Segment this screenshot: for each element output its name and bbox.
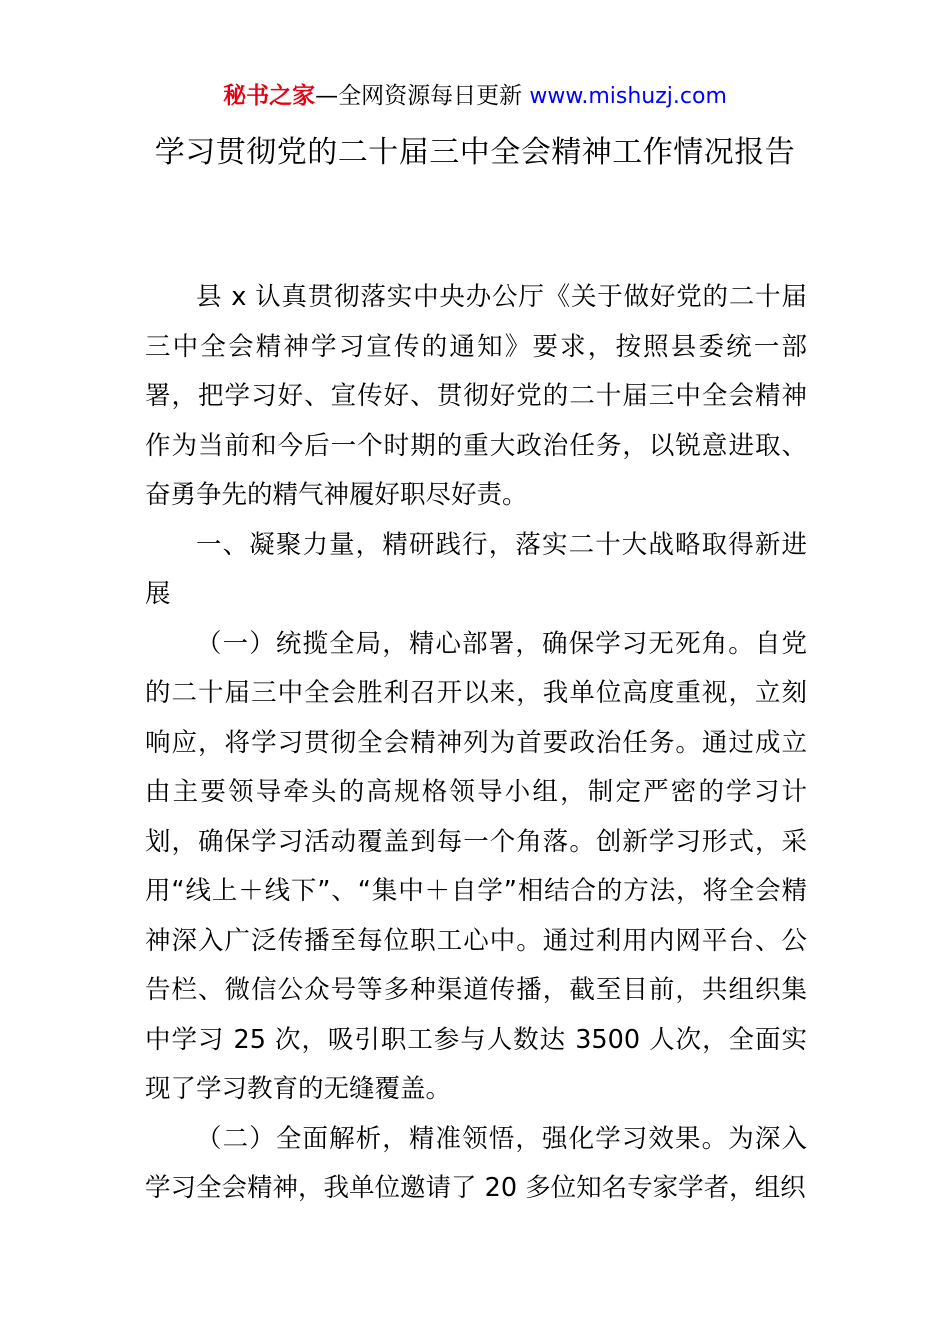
- paragraph-subsection-1: （一）统揽全局，精心部署，确保学习无死角。自党的二十届三中全会胜利召开以来，我单位高度重视，立刻响应，将学习贯彻全会精神列为首要政治任务。通过成立由主要领导牵头的高规格领导小组，制定严密的学习计划，确保学习活动覆盖到每一个角落。创新学习形式，采用“线上＋线下”、“集中＋自学”相结合的方法，将全会精神深入广泛传播至每位职工心中。通过利用内网平台、公告栏、微信公众号等多种渠道传播，截至目前，共组织集中学习 25 次，吸引职工参与人数达 3500 人次，全面实现了学习教育的无缝覆盖。: [145, 628, 807, 1104]
- site-name: 秘书之家: [223, 83, 316, 109]
- section-heading-1: 一、凝聚力量，精研践行，落实二十大战略取得新进展: [145, 529, 807, 609]
- site-url-link[interactable]: www.mishuzj.com: [529, 84, 727, 109]
- paragraph-subsection-2: （二）全面解析，精准领悟，强化学习效果。为深入学习全会精神，我单位邀请了 20 多位知名专家学者，组织: [145, 1123, 807, 1203]
- paragraph-intro: 县 x 认真贯彻落实中央办公厅《关于做好党的二十届三中全会精神学习宣传的通知》要求，按照县委统一部署，把学习好、宣传好、贯彻好党的二十届三中全会精神作为当前和今后一个时期的重大政治任务，以锐意进取、奋勇争先的精气神履好职尽好责。: [145, 282, 807, 510]
- site-header: [0, 80, 950, 113]
- document-title: 学习贯彻党的二十届三中全会精神工作情况报告: [154, 135, 796, 170]
- document-body: [145, 273, 807, 1214]
- site-slogan: —全网资源每日更新: [315, 83, 523, 109]
